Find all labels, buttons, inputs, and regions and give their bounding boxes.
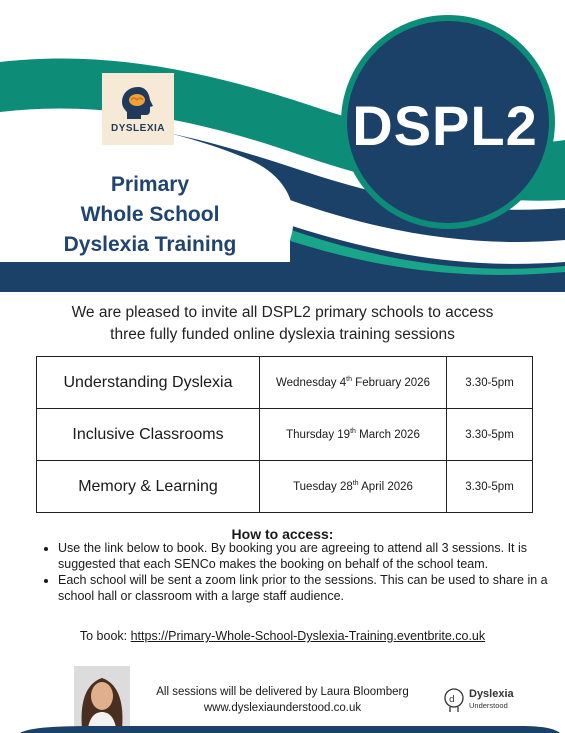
session-date: [260, 357, 447, 409]
website-line: www.dyslexiaunderstood.co.uk: [203, 702, 362, 714]
how-to-access-heading: How to access:: [231, 526, 334, 542]
date-suffix: th: [352, 480, 359, 488]
list-item: • Each school will be sent a zoom link prior to the sessions. This can be used to share in a school hall or classroom with a large staff audience.: [58, 572, 563, 604]
bottom-wave-bar: [0, 726, 565, 733]
brain-head-icon: [118, 85, 158, 121]
dyslexia-logo: [102, 73, 174, 145]
session-name: Memory & Learning: [37, 461, 260, 513]
page-title: [30, 170, 270, 260]
title-line-3: Dyslexia Training: [63, 233, 237, 256]
sessions-table: [36, 356, 533, 513]
session-date-day: Tuesday 28: [293, 480, 353, 493]
svg-text:d: d: [449, 695, 455, 705]
presenter-line: All sessions will be delivered by Laura Bloomberg: [156, 686, 409, 698]
session-name: Inclusive Classrooms: [37, 409, 260, 461]
session-date-rest: March 2026: [355, 428, 420, 441]
session-date: [260, 461, 447, 513]
booking-prefix: To book:: [79, 629, 131, 643]
intro-text: [20, 302, 545, 346]
session-time: 3.30-5pm: [447, 409, 533, 461]
session-date: [260, 409, 447, 461]
session-date-rest: February 2026: [351, 376, 430, 389]
dspl2-badge: DSPL2: [352, 93, 538, 157]
session-date-day: Thursday 19: [286, 428, 351, 441]
presenter-photo: [74, 666, 130, 728]
booking-line: [0, 629, 565, 643]
session-time: 3.30-5pm: [447, 357, 533, 409]
table-row: [37, 461, 533, 513]
head-profile-icon: [443, 687, 465, 713]
table-row: [37, 357, 533, 409]
date-suffix: th: [350, 428, 356, 436]
table-row: [37, 409, 533, 461]
booking-link[interactable]: https://Primary-Whole-School-Dyslexia-Training.eventbrite.co.uk: [130, 629, 486, 643]
intro-line-2: three fully funded online dyslexia training sessions: [110, 326, 455, 343]
intro-line-1: We are pleased to invite all DSPL2 primary schools to access: [71, 304, 494, 321]
du-logo-line-1: Dyslexia: [469, 688, 514, 700]
title-line-1: Primary: [110, 173, 190, 196]
session-name: Understanding Dyslexia: [37, 357, 260, 409]
du-logo-line-2: Understood: [469, 701, 508, 710]
presenter-info: [140, 684, 425, 716]
session-time: 3.30-5pm: [447, 461, 533, 513]
date-suffix: th: [346, 376, 352, 384]
title-line-2: Whole School: [80, 203, 220, 226]
session-date-day: Wednesday 4: [276, 376, 347, 389]
access-instructions: [40, 540, 563, 604]
logo-label: DYSLEXIA: [110, 122, 165, 134]
dyslexia-understood-logo: [443, 685, 533, 715]
session-date-rest: April 2026: [358, 480, 413, 493]
list-item: • Use the link below to book. By booking you are agreeing to attend all 3 sessions. It is suggested that each SENCo makes the booking on behalf of the school team.: [58, 540, 563, 572]
